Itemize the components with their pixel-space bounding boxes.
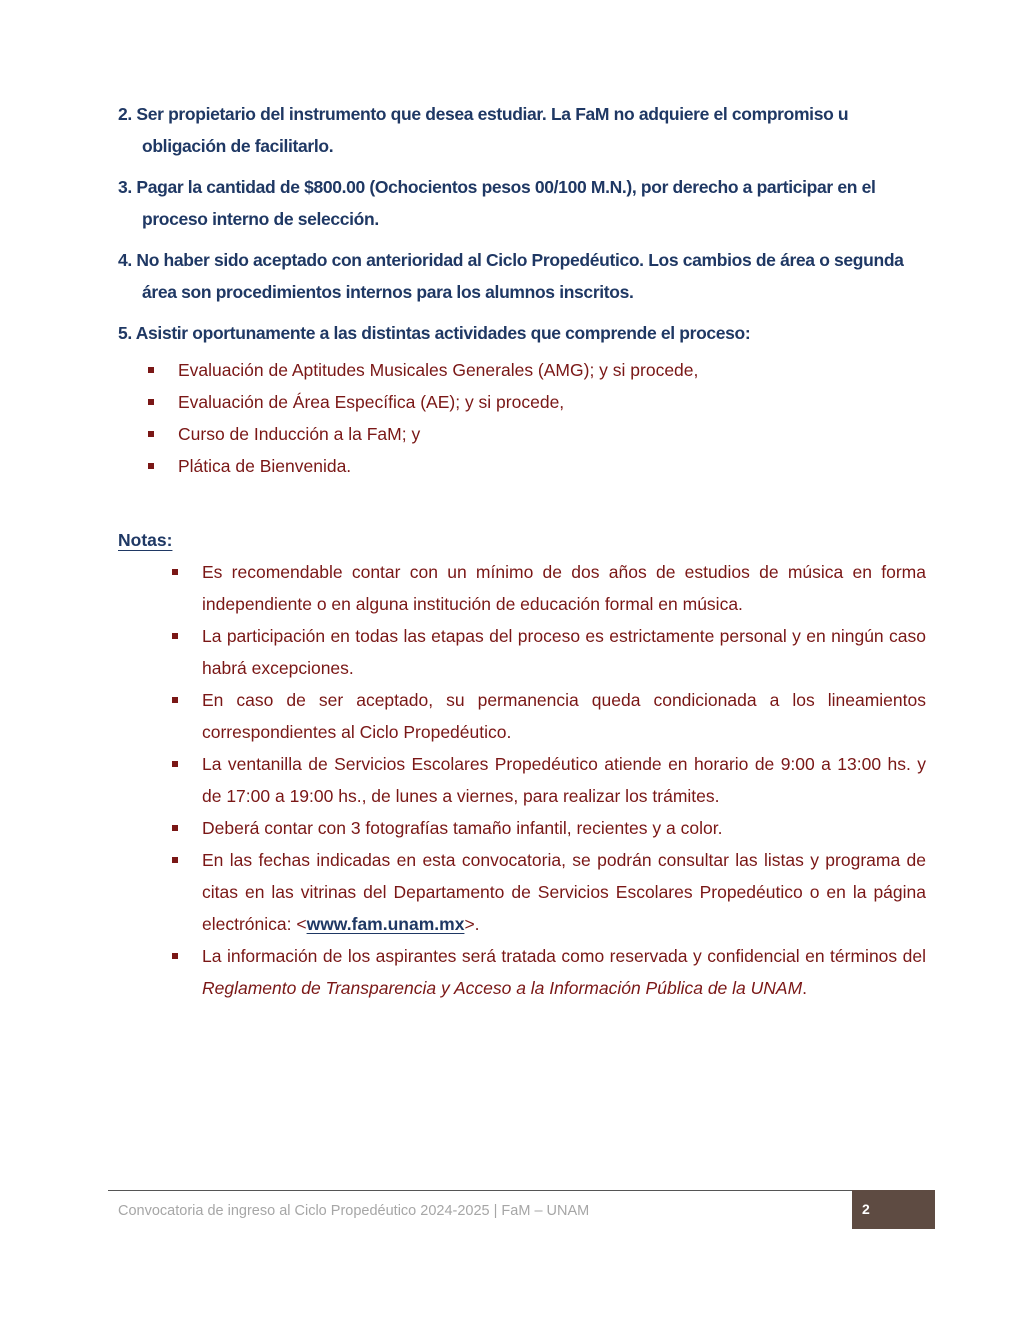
note-item [172, 812, 926, 844]
regulation-title: Reglamento de Transparencia y Acceso a la Información Pública de la UNAM [202, 978, 803, 998]
square-bullet-icon [172, 697, 178, 703]
notes-list [172, 556, 926, 1004]
activity-item [148, 418, 848, 450]
square-bullet-icon [172, 569, 178, 575]
note-item-website [172, 844, 926, 940]
activity-item [148, 386, 848, 418]
activity-text: Plática de Bienvenida. [178, 456, 352, 476]
square-bullet-icon [172, 825, 178, 831]
square-bullet-icon [172, 857, 178, 863]
note-item-privacy [172, 940, 926, 1004]
note-item [172, 556, 926, 620]
square-bullet-icon [172, 953, 178, 959]
activity-item [148, 450, 848, 482]
activity-item [148, 354, 848, 386]
activity-text: Evaluación de Aptitudes Musicales Generales (AMG); y si procede, [178, 360, 699, 380]
footer-text: Convocatoria de ingreso al Ciclo Propedéutico 2024-2025 | FaM – UNAM [118, 1203, 590, 1219]
requirement-item: 4. No haber sido aceptado con anterioridad al Ciclo Propedéutico. Los cambios de área o segunda área son procedimientos internos para los alumnos inscritos. [118, 250, 904, 302]
note-text-before-link: En las fechas indicadas en esta convocatoria, se podrán consultar las listas y programa de citas en las vitrinas del Departamento de Servicios Escolares Propedéutico o en la página electrónica: < [202, 850, 926, 934]
square-bullet-icon [148, 463, 154, 469]
requirement-item: 2. Ser propietario del instrumento que desea estudiar. La FaM no adquiere el compromiso u obligación de facilitarlo. [118, 104, 849, 156]
note-text: En caso de ser aceptado, su permanencia queda condicionada a los lineamientos correspondientes al Ciclo Propedéutico. [202, 690, 926, 742]
requirement-item: 3. Pagar la cantidad de $800.00 (Ochocientos pesos 00/100 M.N.), por derecho a participar en el proceso interno de selección. [118, 177, 876, 229]
note-item [172, 684, 926, 748]
note-text: Deberá contar con 3 fotografías tamaño infantil, recientes y a color. [202, 818, 723, 838]
requirements-list [118, 98, 928, 349]
activity-text: Curso de Inducción a la FaM; y [178, 424, 421, 444]
activity-text: Evaluación de Área Específica (AE); y si procede, [178, 392, 565, 412]
requirement-item: 5. Asistir oportunamente a las distintas actividades que comprende el proceso: [118, 323, 751, 343]
square-bullet-icon [172, 761, 178, 767]
square-bullet-icon [148, 431, 154, 437]
note-text: Es recomendable contar con un mínimo de dos años de estudios de música en forma independiente o en alguna institución de educación formal en música. [202, 562, 926, 614]
note-text-after-regulation: . [802, 978, 808, 998]
note-item [172, 620, 926, 684]
square-bullet-icon [172, 633, 178, 639]
website-link[interactable]: www.fam.unam.mx [306, 914, 465, 934]
footer-divider [108, 1190, 852, 1191]
note-text: La participación en todas las etapas del proceso es estrictamente personal y en ningún caso habrá excepciones. [202, 626, 926, 678]
activities-list [148, 354, 848, 482]
square-bullet-icon [148, 367, 154, 373]
notes-heading: Notas: [118, 530, 173, 550]
note-item [172, 748, 926, 812]
page-number-badge: 2 [852, 1190, 935, 1229]
square-bullet-icon [148, 399, 154, 405]
note-text-before-regulation: La información de los aspirantes será tratada como reservada y confidencial en términos del [202, 946, 926, 966]
note-text-after-link: >. [464, 914, 480, 934]
note-text: La ventanilla de Servicios Escolares Propedéutico atiende en horario de 9:00 a 13:00 hs. y de 17:00 a 19:00 hs., de lunes a viernes, para realizar los trámites. [202, 754, 926, 806]
